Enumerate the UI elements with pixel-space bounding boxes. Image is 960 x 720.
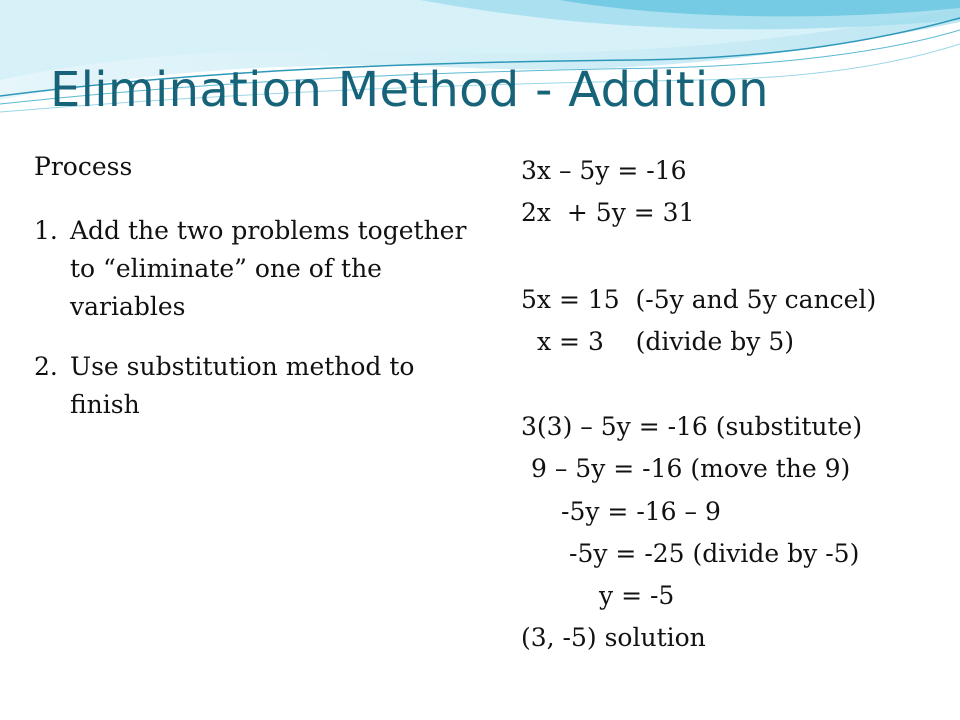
work-line: 2x + 5y = 31 [521, 198, 695, 227]
work-line: y = -5 [599, 581, 675, 610]
process-heading: Process [34, 152, 133, 181]
work-line: 3x – 5y = -16 [521, 156, 687, 185]
work-line: 9 – 5y = -16 (move the 9) [531, 454, 851, 483]
step-text: Use substitution method to finish [70, 352, 415, 419]
process-section [34, 148, 484, 446]
process-step [34, 212, 484, 326]
slide-title: Elimination Method - Addition [50, 62, 769, 118]
step-text: Add the two problems together to “eliminate” one of the variables [70, 216, 467, 321]
work-line: (3, -5) solution [521, 623, 706, 652]
work-line: -5y = -16 – 9 [561, 497, 721, 526]
work-line: 5x = 15 (-5y and 5y cancel) [521, 285, 877, 314]
step-number: 1. [34, 216, 58, 245]
work-line: 3(3) – 5y = -16 (substitute) [521, 412, 863, 441]
process-step [34, 348, 484, 424]
work-line: -5y = -25 (divide by -5) [569, 539, 860, 568]
work-line: x = 3 (divide by 5) [537, 327, 794, 356]
step-number: 2. [34, 352, 58, 381]
